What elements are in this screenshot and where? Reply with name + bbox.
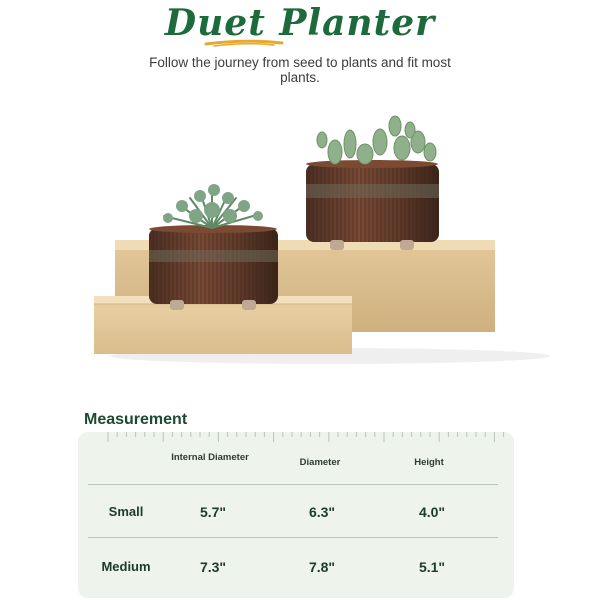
small-pot [149, 184, 278, 310]
page-title: Duet Planter [164, 2, 436, 44]
column-header-diameter: Diameter [299, 457, 341, 468]
table-divider [88, 537, 498, 538]
table-divider [88, 484, 498, 485]
small-diameter: 6.3" [308, 504, 336, 520]
medium-internal-diameter: 7.3" [199, 559, 227, 575]
column-header-height: Height [414, 457, 444, 468]
measurement-panel [78, 432, 514, 598]
medium-pot [306, 116, 439, 250]
row-label-small: Small [108, 504, 144, 519]
ruler-decoration [78, 432, 514, 446]
subtitle: Follow the journey from seed to plants and fit most plants. [149, 55, 451, 85]
product-photo [0, 100, 600, 400]
small-internal-diameter: 5.7" [199, 504, 227, 520]
column-header-internal-diameter: Internal Diameter [171, 452, 249, 463]
title-underline [204, 38, 284, 48]
measurement-heading: Measurement [84, 411, 188, 428]
medium-height: 5.1" [418, 559, 446, 575]
small-height: 4.0" [418, 504, 446, 520]
row-label-medium: Medium [101, 559, 151, 574]
medium-diameter: 7.8" [308, 559, 336, 575]
